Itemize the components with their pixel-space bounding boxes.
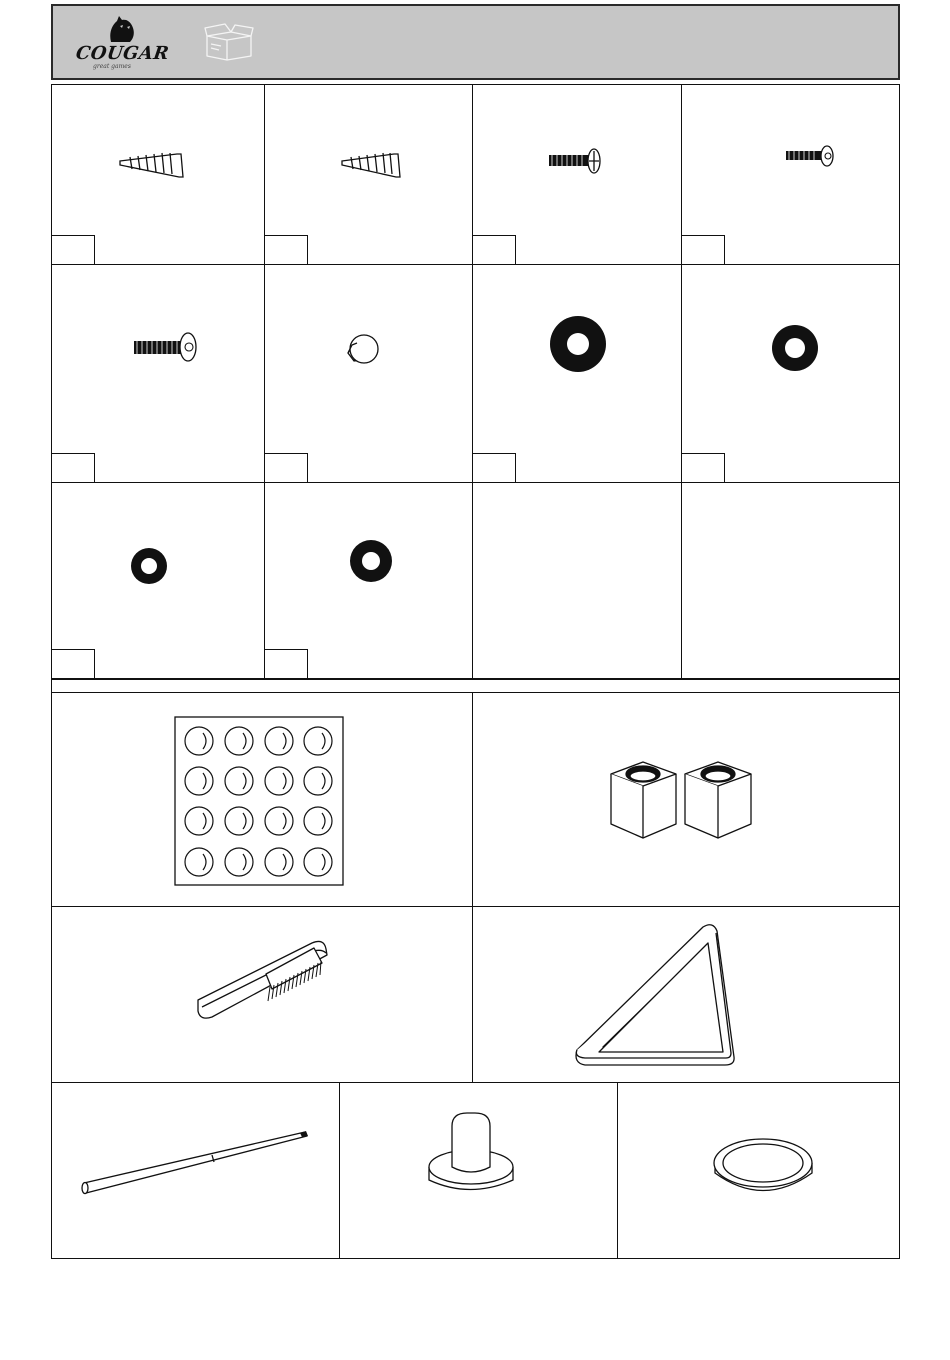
chalk-cubes-icon — [473, 692, 899, 907]
open-box-icon — [203, 22, 255, 62]
triangle-rack-icon — [473, 907, 899, 1083]
accessory-tile — [473, 907, 899, 1083]
accessory-tile — [618, 1083, 899, 1259]
accessory-tile — [52, 692, 473, 907]
empty-tile — [473, 483, 682, 679]
hardware-tile — [52, 85, 265, 265]
table-brush-icon — [52, 907, 473, 1083]
accessory-tile — [52, 1083, 340, 1259]
logo-tagline: great games — [93, 63, 131, 70]
accessory-tile — [473, 692, 899, 907]
cue-stick-icon — [52, 1083, 340, 1259]
part-number-tag — [682, 235, 725, 264]
empty-tile — [682, 483, 900, 679]
part-number-tag — [473, 453, 516, 482]
hardware-tile — [473, 85, 682, 265]
medium-washer-icon — [682, 265, 900, 483]
puck-ring-icon — [618, 1083, 899, 1259]
hardware-tile — [473, 265, 682, 483]
part-number-tag — [52, 235, 95, 264]
hardware-tile — [52, 265, 265, 483]
part-number-tag — [52, 453, 95, 482]
header-bar — [51, 4, 900, 80]
part-number-tag — [265, 235, 308, 264]
hardware-tile — [682, 265, 900, 483]
adhesive-pad-sheet-icon — [52, 692, 473, 907]
hardware-tile — [52, 483, 265, 679]
cougar-head-icon — [73, 14, 163, 44]
part-number-tag — [265, 453, 308, 482]
part-number-tag — [52, 649, 95, 678]
part-number-tag — [265, 649, 308, 678]
acorn-cap-nut-icon — [265, 265, 473, 483]
part-number-tag — [682, 453, 725, 482]
hardware-tile — [265, 483, 473, 679]
hardware-tile — [265, 85, 473, 265]
accessory-grid — [51, 679, 900, 1259]
hardware-tile — [265, 265, 473, 483]
accessory-tile — [52, 907, 473, 1083]
logo-wordmark: COUGAR — [74, 43, 171, 64]
large-washer-icon — [473, 265, 682, 483]
part-number-tag — [473, 235, 516, 264]
accessory-tile — [340, 1083, 618, 1259]
hockey-pusher-icon — [340, 1083, 618, 1259]
hardware-grid — [51, 84, 900, 679]
hardware-tile — [682, 85, 900, 265]
cougar-logo — [73, 14, 171, 70]
socket-button-head-bolt-large-icon — [52, 265, 265, 483]
